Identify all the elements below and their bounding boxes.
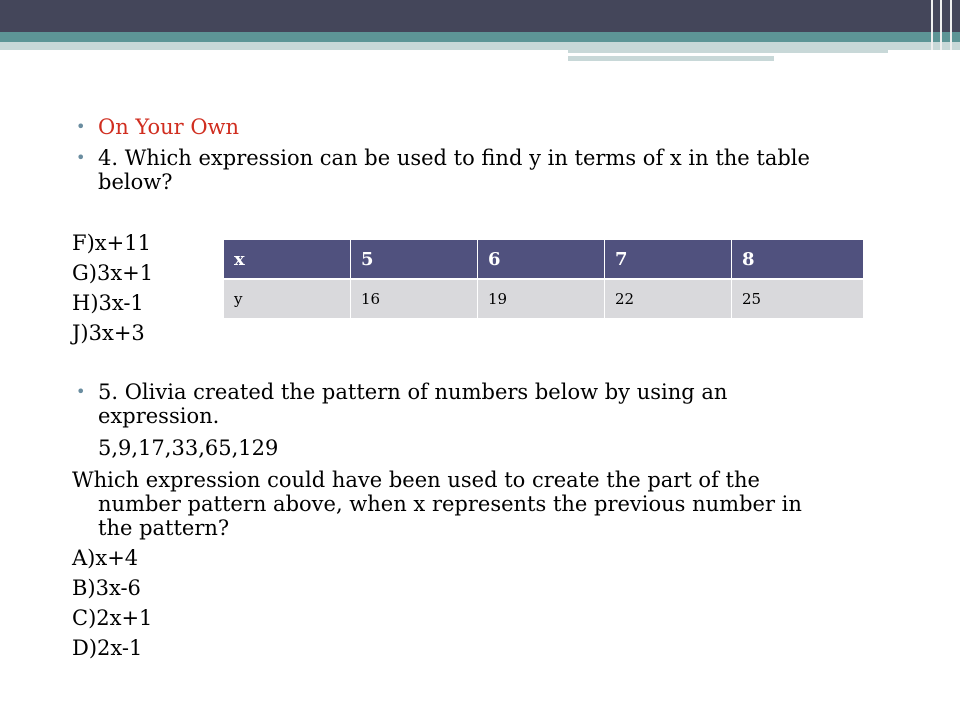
question-5-line-2: expression.: [98, 404, 220, 428]
divider-rule: [568, 50, 888, 53]
question-5-prompt-line-2: number pattern above, when x represents the previous number in: [98, 492, 802, 516]
divider-rule: [0, 42, 960, 50]
choice-j: J)3x+3: [72, 321, 145, 345]
question-5-prompt-line-1: Which expression could have been used to create the part of the: [72, 468, 760, 492]
number-sequence: 5,9,17,33,65,129: [98, 436, 279, 460]
table-header-cell: 7: [605, 240, 732, 279]
choice-g: G)3x+1: [72, 261, 154, 285]
bullet-icon: •: [76, 148, 86, 167]
divider-rule: [568, 56, 774, 61]
table-cell: 25: [732, 279, 864, 318]
question-4-line-2: below?: [98, 170, 173, 194]
choice-f: F)x+11: [72, 231, 151, 255]
top-banner: [0, 0, 960, 32]
table-header-cell: 6: [478, 240, 605, 279]
table-header-cell: x: [224, 240, 351, 279]
decorative-line: [931, 0, 933, 50]
choice-b: B)3x-6: [72, 576, 141, 600]
xy-table: [224, 240, 864, 318]
question-5-prompt-line-3: the pattern?: [98, 516, 230, 540]
table-header-row: [224, 240, 864, 279]
choice-c: C)2x+1: [72, 606, 153, 630]
table-cell: 16: [351, 279, 478, 318]
table-cell: y: [224, 279, 351, 318]
table-row: [224, 279, 864, 318]
bullet-icon: •: [76, 382, 86, 401]
table-cell: 22: [605, 279, 732, 318]
decorative-line: [950, 0, 952, 50]
section-heading: On Your Own: [98, 115, 240, 139]
question-4-line-1: 4. Which expression can be used to find y in terms of x in the table: [98, 146, 810, 170]
table-header-cell: 8: [732, 240, 864, 279]
choice-a: A)x+4: [72, 546, 139, 570]
choice-h: H)3x-1: [72, 291, 144, 315]
table-cell: 19: [478, 279, 605, 318]
accent-strip: [0, 32, 960, 42]
choice-d: D)2x-1: [72, 636, 143, 660]
question-5-line-1: 5. Olivia created the pattern of numbers below by using an: [98, 380, 728, 404]
decorative-line: [940, 0, 942, 50]
bullet-icon: •: [76, 117, 86, 136]
table-header-cell: 5: [351, 240, 478, 279]
